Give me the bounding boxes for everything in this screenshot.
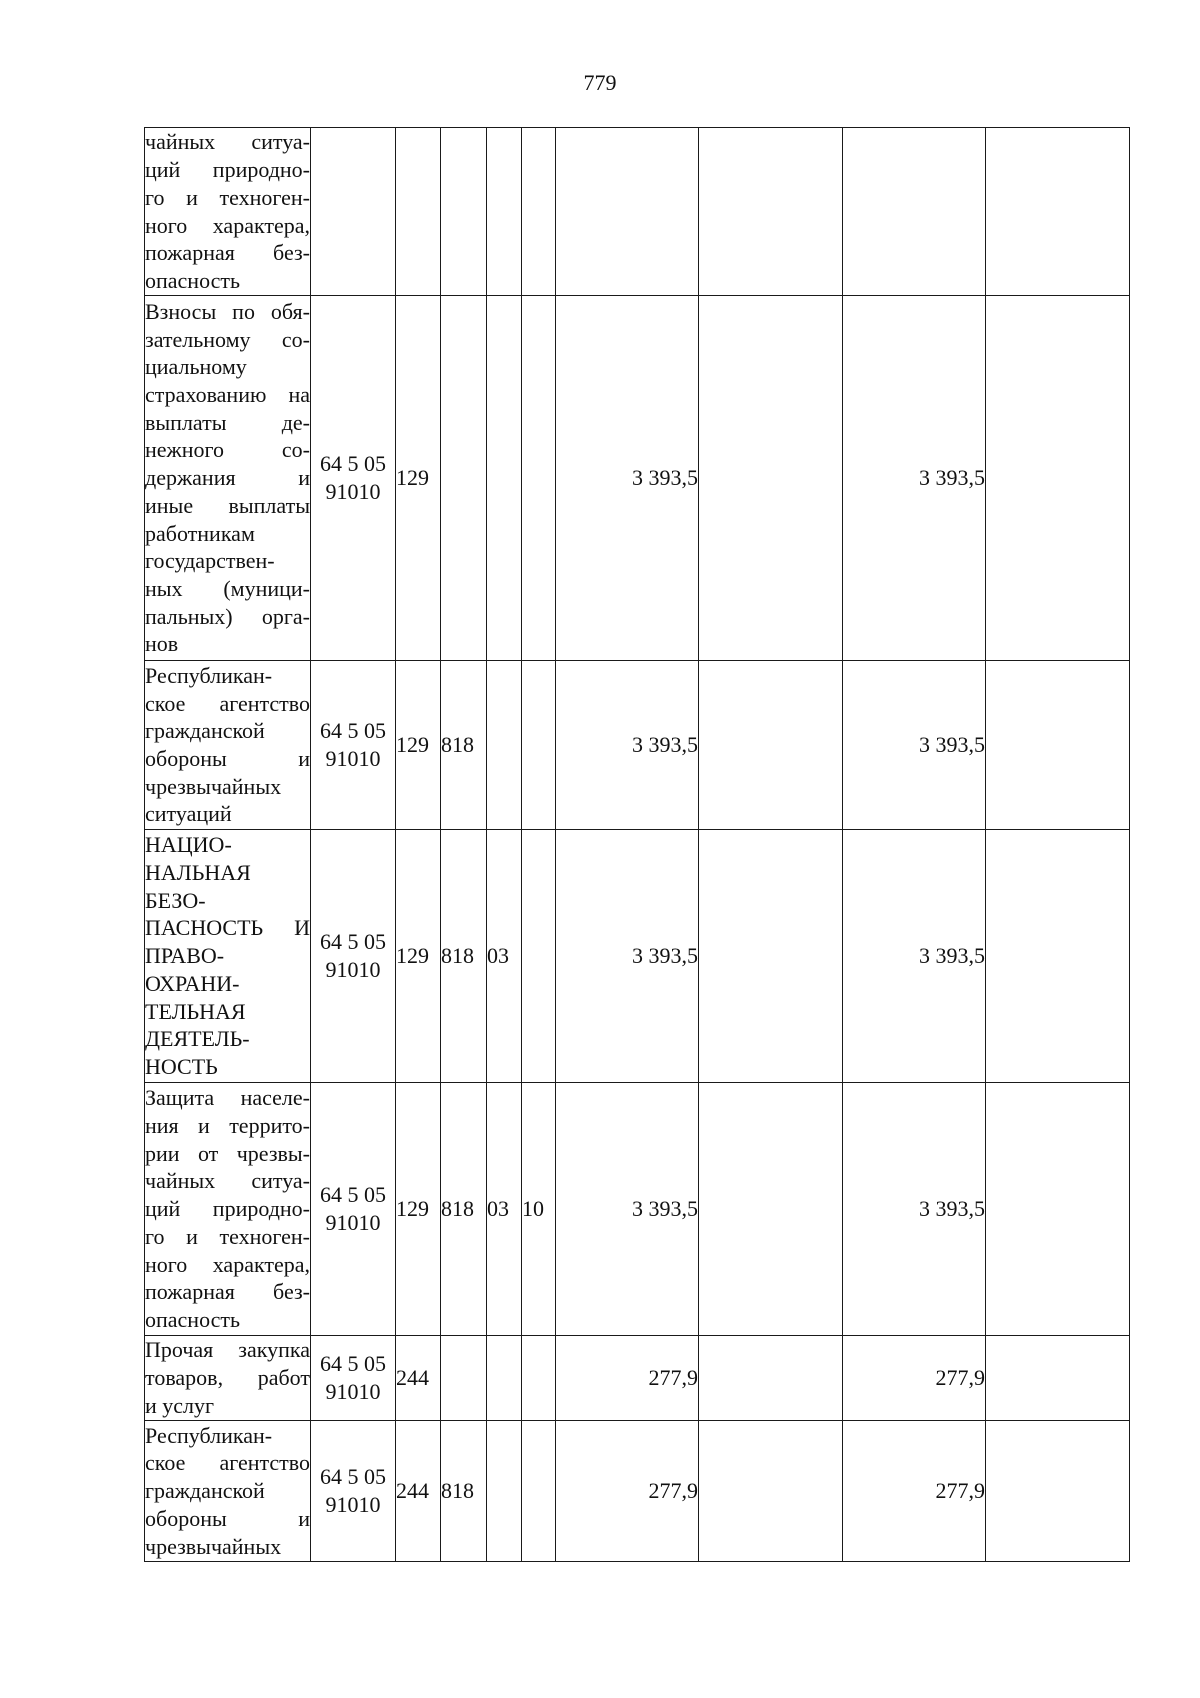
budget-table xyxy=(144,127,1130,1562)
table-row xyxy=(145,296,1130,661)
section-cell xyxy=(487,128,522,296)
admin-code-cell: 818 xyxy=(441,661,487,830)
amount-cell-4 xyxy=(986,830,1130,1083)
table-row xyxy=(145,128,1130,296)
amount-cell-2 xyxy=(699,661,843,830)
section-cell: 03 xyxy=(487,1083,522,1336)
admin-code-cell: 818 xyxy=(441,1421,487,1562)
page-number: 779 xyxy=(583,70,617,95)
amount-cell-3: 3 393,5 xyxy=(843,296,986,661)
table-row xyxy=(145,1336,1130,1421)
amount-cell-3: 277,9 xyxy=(843,1336,986,1421)
table-row xyxy=(145,1083,1130,1336)
target-article-cell xyxy=(311,128,396,296)
admin-code-cell: 818 xyxy=(441,830,487,1083)
amount-cell-1: 3 393,5 xyxy=(556,661,699,830)
amount-cell-1: 277,9 xyxy=(556,1421,699,1562)
amount-cell-4 xyxy=(986,1083,1130,1336)
subsection-cell xyxy=(522,830,556,1083)
target-article-cell: 64 5 05 91010 xyxy=(311,296,396,661)
section-cell xyxy=(487,661,522,830)
row-name: чайных ситуа- ций природно- го и техноген- ного характера, пожарная без- опасность xyxy=(145,129,310,293)
section-cell xyxy=(487,296,522,661)
admin-code-cell xyxy=(441,128,487,296)
amount-cell-2 xyxy=(699,128,843,296)
amount-cell-3: 3 393,5 xyxy=(843,1083,986,1336)
amount-cell-4 xyxy=(986,1421,1130,1562)
target-article-cell: 64 5 05 91010 xyxy=(311,1421,396,1562)
amount-cell-3: 277,9 xyxy=(843,1421,986,1562)
amount-cell-1: 3 393,5 xyxy=(556,830,699,1083)
table-row xyxy=(145,830,1130,1083)
row-name: Республикан- ское агентство гражданской обороны и чрезвычайных ситуаций xyxy=(145,662,310,827)
amount-cell-1 xyxy=(556,128,699,296)
amount-cell-4 xyxy=(986,661,1130,830)
amount-cell-2 xyxy=(699,1336,843,1421)
admin-code-cell xyxy=(441,296,487,661)
row-name-cell xyxy=(145,661,311,830)
expense-type-cell: 129 xyxy=(396,830,441,1083)
row-name-cell xyxy=(145,1421,311,1562)
target-article-cell: 64 5 05 91010 xyxy=(311,661,396,830)
subsection-cell xyxy=(522,296,556,661)
row-name: Взносы по обя- зательному со- циальному страхованию на выплаты де- нежного со- держания и иные выплаты работникам государствен- ных (муници- пальных) орга- нов xyxy=(145,298,310,657)
row-name: Республикан- ское агентство гражданской обороны и чрезвычайных xyxy=(145,1422,310,1559)
amount-cell-2 xyxy=(699,1083,843,1336)
section-cell xyxy=(487,1336,522,1421)
target-article-cell: 64 5 05 91010 xyxy=(311,1336,396,1421)
amount-cell-1: 3 393,5 xyxy=(556,1083,699,1336)
amount-cell-1: 277,9 xyxy=(556,1336,699,1421)
expense-type-cell: 129 xyxy=(396,296,441,661)
row-name-cell xyxy=(145,1083,311,1336)
amount-cell-2 xyxy=(699,830,843,1083)
expense-type-cell: 129 xyxy=(396,661,441,830)
row-name: НАЦИО- НАЛЬНАЯ БЕЗО- ПАСНОСТЬ И ПРАВО- ОХРАНИ- ТЕЛЬНАЯ ДЕЯТЕЛЬ- НОСТЬ xyxy=(145,832,310,1079)
expense-type-cell: 244 xyxy=(396,1421,441,1562)
subsection-cell xyxy=(522,661,556,830)
expense-type-cell xyxy=(396,128,441,296)
section-cell: 03 xyxy=(487,830,522,1083)
table-row xyxy=(145,661,1130,830)
row-name: Прочая закупка товаров, работ и услуг xyxy=(145,1337,310,1418)
subsection-cell: 10 xyxy=(522,1083,556,1336)
row-name: Защита населе- ния и террито- рии от чрезвы- чайных ситуа- ций природно- го и техноген- ного характера, пожарная без- опасность xyxy=(145,1085,310,1332)
amount-cell-4 xyxy=(986,1336,1130,1421)
amount-cell-4 xyxy=(986,128,1130,296)
subsection-cell xyxy=(522,1336,556,1421)
row-name-cell xyxy=(145,296,311,661)
target-article-cell: 64 5 05 91010 xyxy=(311,830,396,1083)
admin-code-cell: 818 xyxy=(441,1083,487,1336)
admin-code-cell xyxy=(441,1336,487,1421)
amount-cell-3: 3 393,5 xyxy=(843,661,986,830)
subsection-cell xyxy=(522,1421,556,1562)
table-row xyxy=(145,1421,1130,1562)
row-name-cell xyxy=(145,128,311,296)
expense-type-cell: 129 xyxy=(396,1083,441,1336)
subsection-cell xyxy=(522,128,556,296)
target-article-cell: 64 5 05 91010 xyxy=(311,1083,396,1336)
amount-cell-2 xyxy=(699,296,843,661)
amount-cell-1: 3 393,5 xyxy=(556,296,699,661)
amount-cell-3: 3 393,5 xyxy=(843,830,986,1083)
amount-cell-2 xyxy=(699,1421,843,1562)
amount-cell-3 xyxy=(843,128,986,296)
section-cell xyxy=(487,1421,522,1562)
row-name-cell xyxy=(145,1336,311,1421)
row-name-cell xyxy=(145,830,311,1083)
expense-type-cell: 244 xyxy=(396,1336,441,1421)
amount-cell-4 xyxy=(986,296,1130,661)
